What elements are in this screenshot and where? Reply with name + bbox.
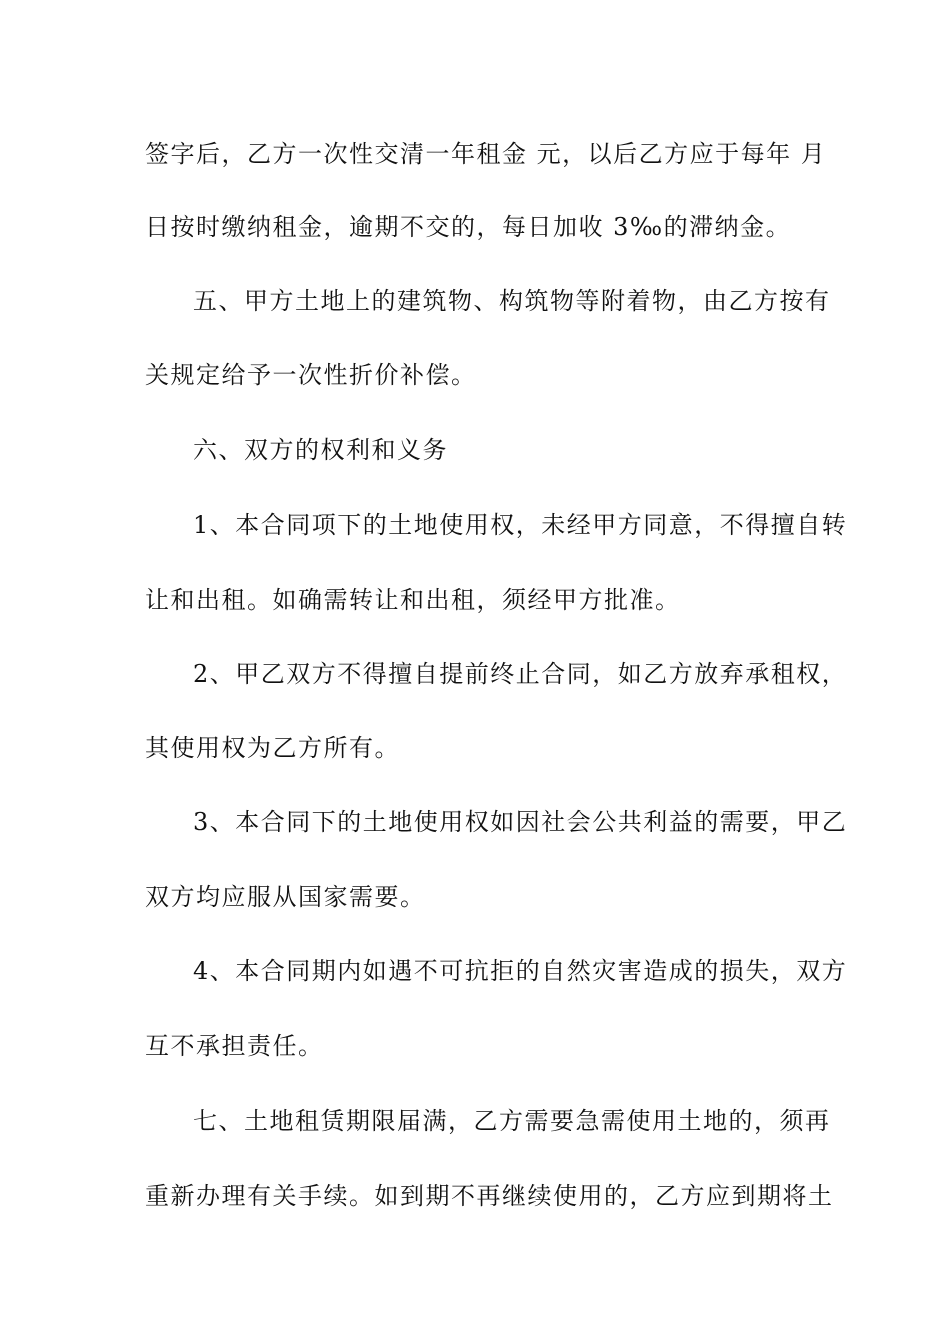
text-line: 让和出租。如确需转让和出租，须经甲方批准。 [145, 586, 681, 614]
text-line: 3、本合同下的土地使用权如因社会公共利益的需要，甲乙 [193, 808, 848, 836]
section-heading: 六、双方的权利和义务 [193, 436, 448, 464]
text-line: 重新办理有关手续。如到期不再继续使用的，乙方应到期将土 [145, 1182, 834, 1210]
text-line: 日按时缴纳租金，逾期不交的，每日加收 3‰的滞纳金。 [145, 213, 792, 241]
text-line: 2、甲乙双方不得擅自提前终止合同，如乙方放弃承租权， [193, 660, 848, 688]
text-line: 互不承担责任。 [145, 1032, 324, 1060]
text-line: 七、土地租赁期限届满，乙方需要急需使用土地的，须再 [193, 1107, 831, 1135]
text-line: 1、本合同项下的土地使用权，未经甲方同意，不得擅自转 [193, 511, 848, 539]
text-line: 4、本合同期内如遇不可抗拒的自然灾害造成的损失，双方 [193, 957, 848, 985]
text-line: 双方均应服从国家需要。 [145, 883, 426, 911]
text-line: 五、甲方土地上的建筑物、构筑物等附着物，由乙方按有 [193, 287, 831, 315]
text-line: 签字后，乙方一次性交清一年租金 元，以后乙方应于每年 月 [145, 140, 827, 168]
text-line: 其使用权为乙方所有。 [145, 734, 400, 762]
text-line: 关规定给予一次性折价补偿。 [145, 361, 477, 389]
